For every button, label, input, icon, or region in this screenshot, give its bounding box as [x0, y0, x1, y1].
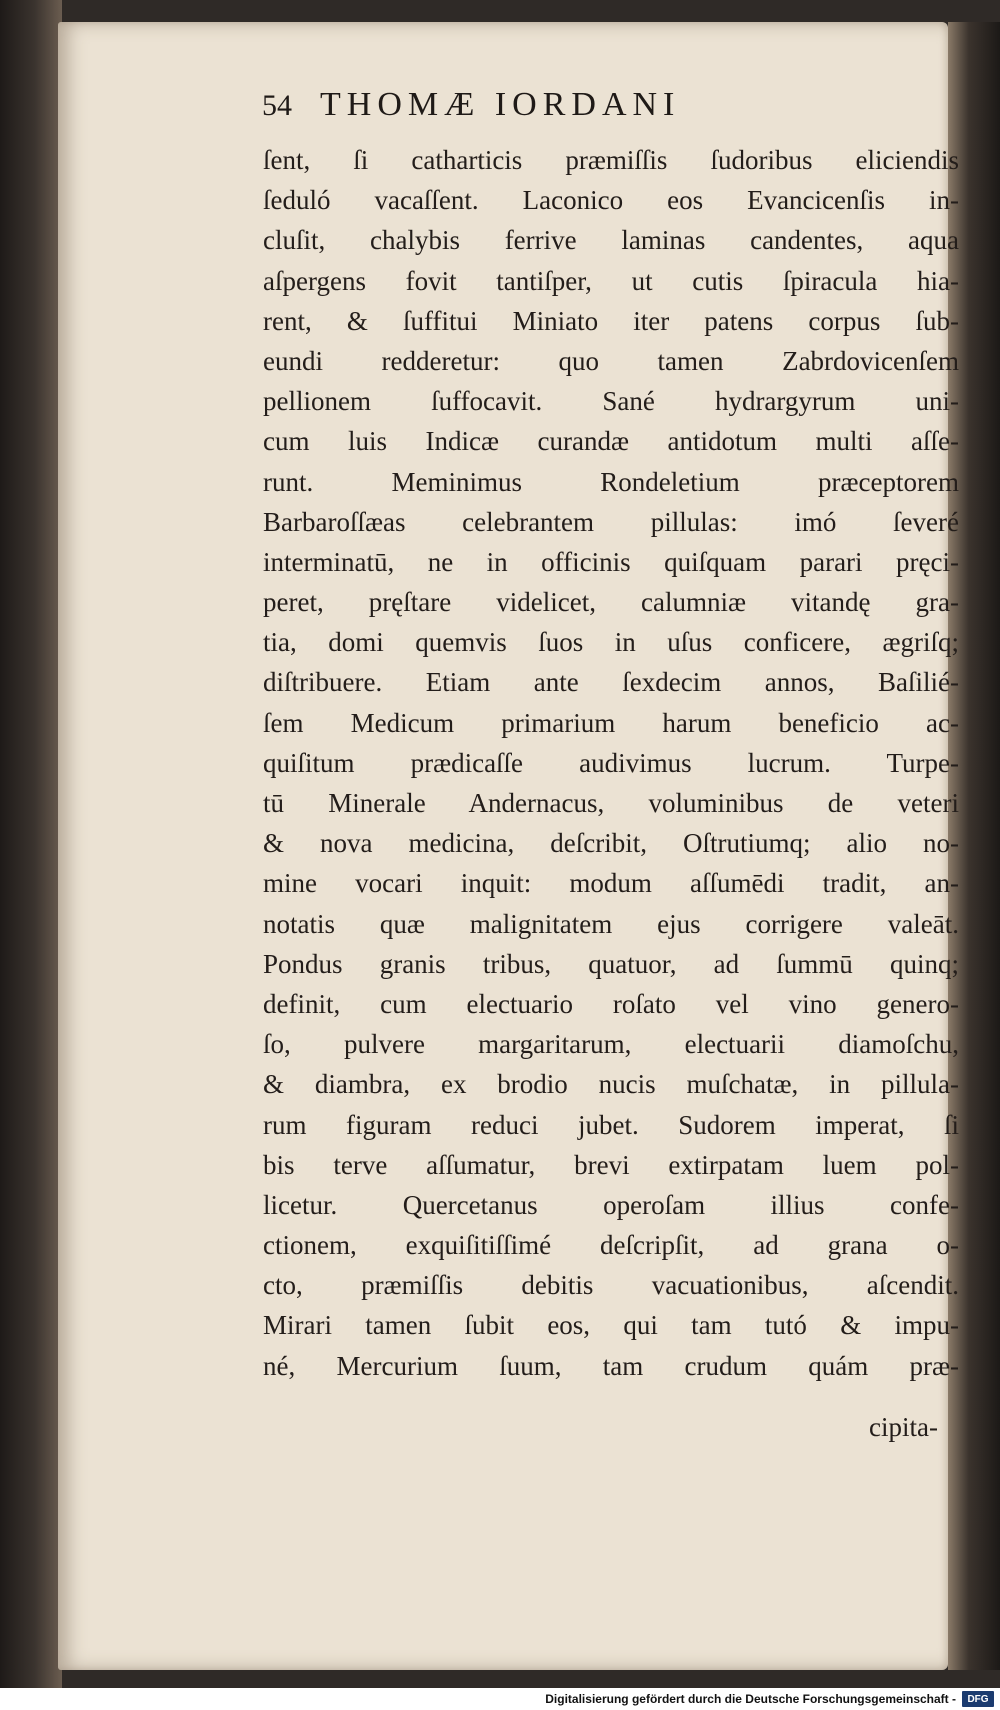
text-line: ctionem, exquiſitiſſimé deſcripſit, ad grana o-: [263, 1230, 959, 1261]
page-header: [262, 86, 962, 126]
text-line: & diambra, ex brodio nucis muſchatæ, in pillula-: [263, 1069, 959, 1100]
text-line: mine vocari inquit: modum aſſumēdi tradit, an-: [263, 868, 959, 899]
text-line: aſpergens fovit tantiſper, ut cutis ſpiracula hia-: [263, 265, 959, 296]
body-text: [263, 140, 959, 1386]
book-binding-left: [0, 0, 62, 1710]
text-line: diſtribuere. Etiam ante ſexdecim annos, Baſilié-: [263, 667, 959, 698]
text-line: Barbaroſſæas celebrantem pillulas: imó ſeveré: [263, 506, 959, 537]
text-line: ſem Medicum primarium harum beneficio ac-: [263, 707, 959, 738]
page-number: 54: [262, 89, 292, 122]
text-line: ſo, pulvere margaritarum, electuarii diamoſchu,: [263, 1029, 959, 1060]
text-line: cto, præmiſſis debitis vacuationibus, aſcendit.: [263, 1270, 959, 1301]
text-line: Mirari tamen ſubit eos, qui tam tutó & impu-: [263, 1310, 959, 1341]
text-line: eundi redderetur: quo tamen Zabrdovicenſem: [263, 345, 959, 376]
running-head: THOMÆ IORDANI: [320, 86, 681, 123]
text-line: & nova medicina, deſcribit, Oſtrutiumq; alio no-: [263, 828, 959, 859]
dfg-logo: DFG: [962, 1691, 994, 1707]
text-line: quiſitum prædicaſſe audivimus lucrum. Turpe-: [263, 747, 959, 778]
text-line: notatis quæ malignitatem ejus corrigere valeāt.: [263, 908, 959, 939]
text-line: ſeduló vacaſſent. Laconico eos Evancicenſis in-: [263, 185, 959, 216]
text-line: Pondus granis tribus, quatuor, ad ſummū quinq;: [263, 948, 959, 979]
text-line: ſent, ſi catharticis præmiſſis ſudoribus eliciendis: [263, 145, 959, 175]
text-line: cum luis Indicæ curandæ antidotum multi aſſe-: [263, 426, 959, 457]
text-line: pellionem ſuffocavit. Sané hydrargyrum uni-: [263, 386, 959, 417]
text-line: rum figuram reduci jubet. Sudorem imperat, ſi: [263, 1109, 959, 1140]
footer-bar: [0, 1688, 1000, 1710]
text-line: runt. Meminimus Rondeletium præceptorem: [263, 466, 959, 497]
text-line: tū Minerale Andernacus, voluminibus de veteri: [263, 788, 959, 818]
text-line: né, Mercurium ſuum, tam crudum quám præ-: [263, 1350, 959, 1381]
text-line: tia, domi quemvis ſuos in uſus conficere, ægriſq;: [263, 627, 959, 658]
text-line: interminatū, ne in officinis quiſquam parari pręci-: [263, 546, 959, 577]
text-line: bis terve aſſumatur, brevi extirpatam luem pol-: [263, 1149, 959, 1180]
catchword: cipita-: [869, 1412, 938, 1442]
text-line: cluſit, chalybis ferrive laminas candentes, aqua: [263, 225, 959, 256]
text-line: peret, pręſtare videlicet, calumniæ vitandę gra-: [263, 587, 959, 618]
text-line: licetur. Quercetanus operoſam illius confe-: [263, 1189, 959, 1220]
text-line: definit, cum electuario roſato vel vino genero-: [263, 988, 959, 1019]
text-line: rent, & ſuffitui Miniato iter patens corpus ſub-: [263, 305, 959, 336]
funding-credit: Digitalisierung gefördert durch die Deutsche Forschungsgemeinschaft -: [545, 1692, 956, 1706]
